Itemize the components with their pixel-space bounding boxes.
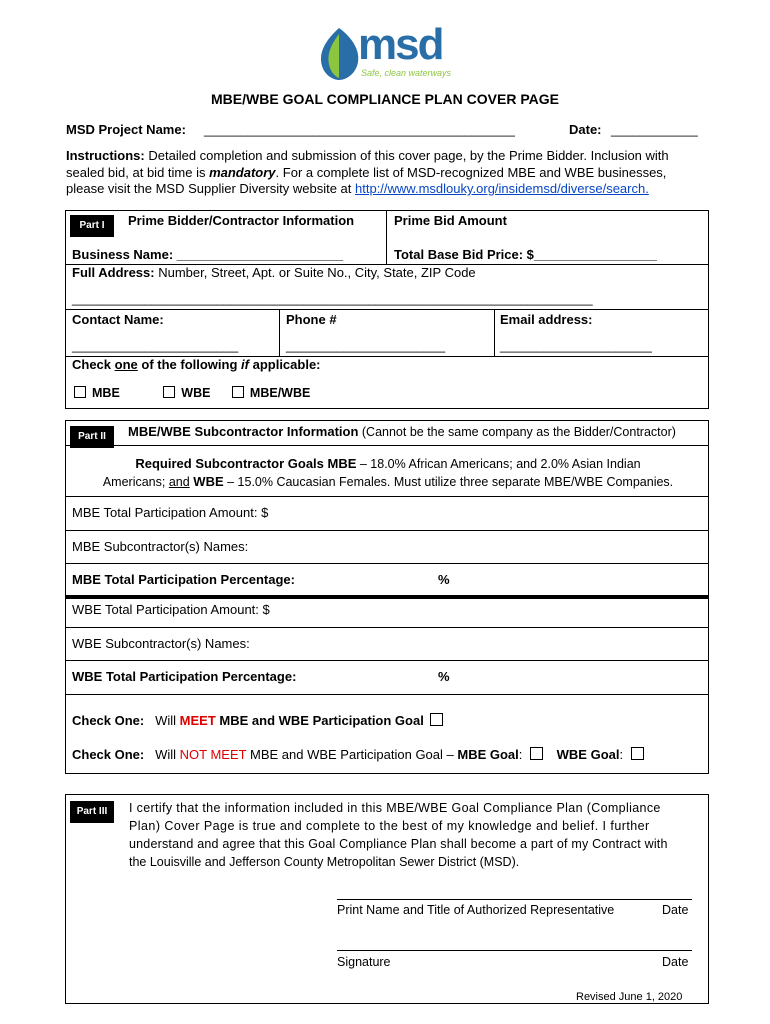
phone-field[interactable]: ______________________ [286,338,446,353]
date-label: Date: [569,122,602,137]
wbe-goal-checkbox[interactable] [631,747,644,760]
part1-tag: Part I [70,215,114,237]
signature-field[interactable]: Signature [337,955,391,969]
instructions-label: Instructions: [66,148,145,163]
leaf-icon [318,26,360,82]
will-not-meet-row: Check One: Will NOT MEET MBE and WBE Participation Goal – MBE Goal: WBE Goal: [72,747,650,762]
part2-tag: Part II [70,426,114,448]
part2-heading: MBE/WBE Subcontractor Information [128,424,359,439]
mbe-names-field[interactable]: MBE Subcontractor(s) Names: [72,539,249,554]
mbe-goal-checkbox[interactable] [530,747,543,760]
contact-name-label: Contact Name: [72,312,164,327]
email-field[interactable]: _____________________ [500,338,652,353]
wbe-checkbox[interactable]: WBE [163,386,210,400]
mbe-wbe-checkbox[interactable]: MBE/WBE [232,386,310,400]
msd-logo [318,20,458,84]
required-goals: Required Subcontractor Goals MBE – 18.0% African Americans; and 2.0% Asian Indian Americans; and WBE – 15.0% Caucasian Females. Must utilize three separate MBE/WBE Companies. [102,456,674,489]
will-meet-checkbox[interactable] [430,713,443,726]
part3-tag: Part III [70,801,114,823]
mbe-percentage-sign[interactable]: % [438,572,450,587]
contact-name-field[interactable]: _______________________ [72,338,239,353]
project-name-label: MSD Project Name: [66,122,186,137]
part2-heading-note: (Cannot be the same company as the Bidder/Contractor) [361,425,676,439]
total-bid-field[interactable]: Total Base Bid Price: $_________________ [394,247,657,262]
address-label: Full Address: [72,265,155,280]
signature-date-label: Date [662,955,689,969]
wbe-percentage-sign[interactable]: % [438,669,450,684]
instructions-line2a: sealed bid, at bid time is [66,164,210,180]
check-one-instruction: Check one of the following if applicable: [72,357,321,372]
mandatory-text: mandatory [209,164,276,180]
instructions [66,148,726,198]
certification-text: I certify that the information included in this MBE/WBE Goal Compliance Plan (Compliance Plan) Cover Page is true and complete to the best of my knowledge and belief. I further understand and agree that this Goal Compliance Plan shall become a part of my Contract with the Louisville and Jefferson County Metropolitan Sewer District (MSD). [129,801,668,869]
print-date-label: Date [662,903,689,917]
address-field[interactable]: ________________________________________________________________________ [72,291,593,306]
date-field[interactable]: ____________ [611,122,698,137]
mbe-amount-field[interactable]: MBE Total Participation Amount: $ [72,505,269,520]
mbe-percentage-label: MBE Total Participation Percentage: [72,572,295,587]
email-label: Email address: [500,312,593,327]
address-hint: Number, Street, Apt. or Suite No., City, State, ZIP Code [158,265,476,280]
supplier-diversity-link[interactable]: http://www.msdlouky.org/insidemsd/diverse/search. [355,181,649,196]
logo-tagline: Safe, clean waterways [361,68,452,78]
wbe-percentage-label: WBE Total Participation Percentage: [72,669,297,684]
project-name-field[interactable]: ___________________________________________ [204,122,515,137]
instructions-line3: please visit the MSD Supplier Diversity website at [66,181,356,196]
revised-date: Revised June 1, 2020 [576,991,683,1003]
prime-bid-heading: Prime Bid Amount [394,213,507,228]
instructions-line2c: . For a complete list of MSD-recognized MBE and WBE businesses, [275,164,667,180]
mbe-checkbox[interactable]: MBE [74,386,120,400]
print-name-field[interactable]: Print Name and Title of Authorized Representative [337,903,615,917]
business-name-field[interactable]: Business Name: _______________________ [72,247,344,262]
instructions-line1: Detailed completion and submission of this cover page, by the Prime Bidder. Inclusion with [148,148,669,163]
will-meet-row: Check One: Will MEET MBE and WBE Participation Goal [72,713,449,728]
wbe-amount-field[interactable]: WBE Total Participation Amount: $ [72,602,270,617]
wbe-names-field[interactable]: WBE Subcontractor(s) Names: [72,636,250,651]
logo-wordmark: msd [358,20,443,69]
part1-heading: Prime Bidder/Contractor Information [128,213,355,228]
phone-label: Phone # [286,312,337,327]
page-title: MBE/WBE GOAL COMPLIANCE PLAN COVER PAGE [211,91,559,107]
